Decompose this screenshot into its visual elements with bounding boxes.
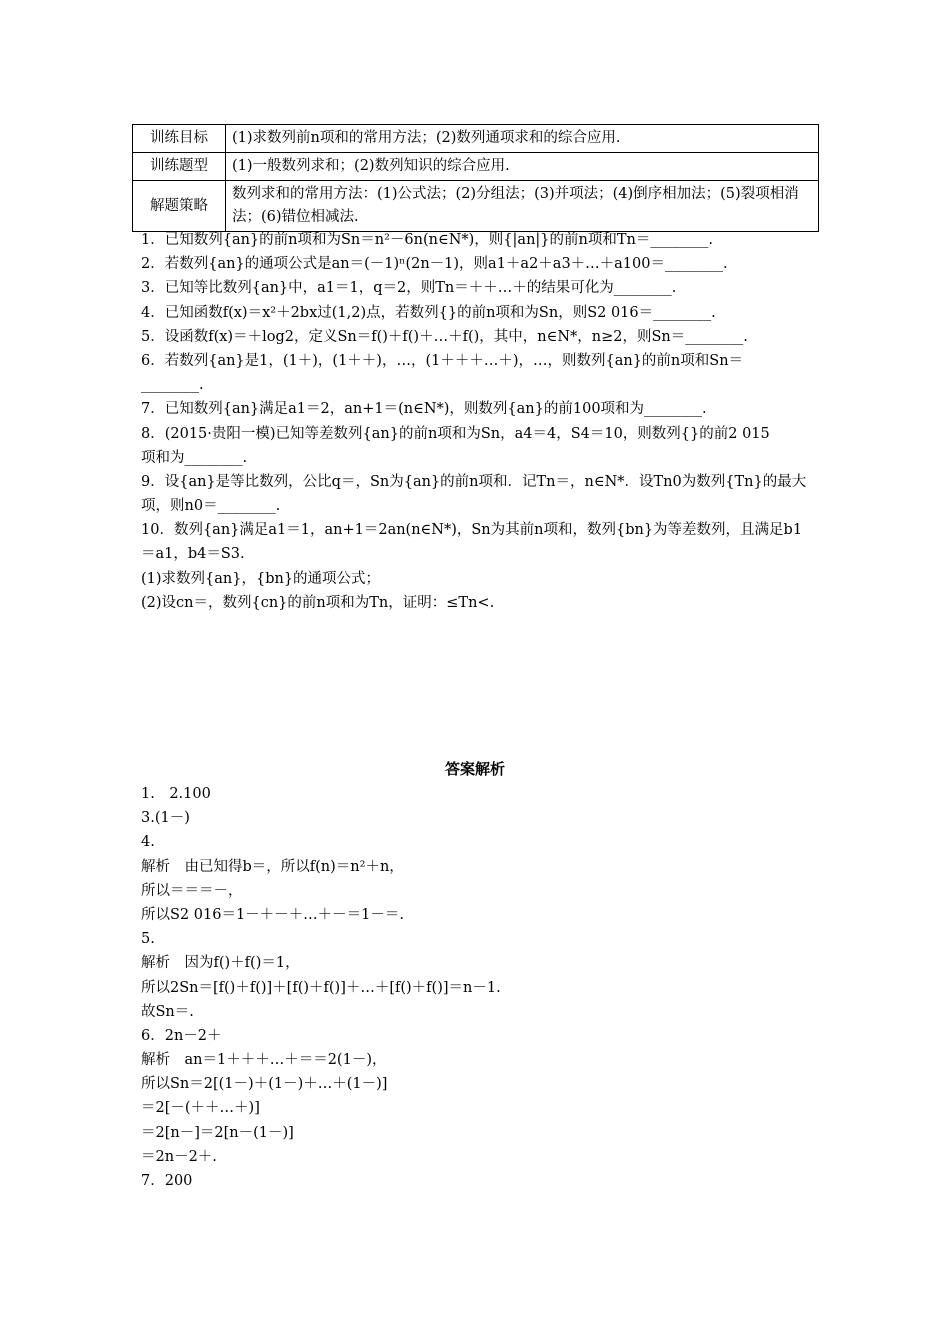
question-line: 4．已知函数f(x)＝x²＋2bx过(1,2)点，若数列{}的前n项和为Sn，则S2 016＝________.: [141, 304, 716, 321]
answer-line: 4.: [141, 834, 155, 851]
table-label-goal: 训练目标: [133, 125, 226, 153]
table-label-type: 训练题型: [133, 153, 226, 181]
answer-line: 6．2n－2＋: [141, 1027, 222, 1044]
question-line: 项和为________.: [141, 449, 248, 466]
question-line: 2．若数列{an}的通项公式是an＝(－1)ⁿ(2n－1)，则a1＋a2＋a3＋…＋a100＝________.: [141, 256, 728, 273]
table-row: [133, 125, 819, 153]
answer-line: 3.(1－): [141, 810, 190, 827]
answer-list: [141, 782, 821, 1193]
answer-line: 解析 an＝1＋＋＋…＋＝＝2(1－)，: [141, 1052, 387, 1069]
question-line: 8．(2015·贵阳一模)已知等差数列{an}的前n项和为Sn，a4＝4，S4＝10，则数列{}的前2 015: [141, 425, 770, 442]
question-line: ＝a1，b4＝S3.: [141, 546, 245, 563]
table-row: [133, 181, 819, 232]
answer-line: 7．200: [141, 1173, 193, 1189]
answer-line: 所以S2 016＝1－＋－＋…＋－＝1－＝.: [141, 906, 405, 923]
question-list: [141, 228, 821, 615]
answer-line: 解析 由已知得b＝，所以f(n)＝n²＋n，: [141, 858, 404, 875]
question-line: 10．数列{an}满足a1＝1，an+1＝2an(n∈N*)，Sn为其前n项和，数列{bn}为等差数列，且满足b1: [141, 522, 803, 539]
training-info-table: [132, 124, 819, 232]
answer-section-title: 答案解析: [444, 760, 505, 778]
question-line: ________.: [141, 377, 204, 394]
answer-line: ＝2[n－]＝2[n－(1－)]: [141, 1124, 294, 1141]
question-line: 3．已知等比数列{an}中，a1＝1，q＝2，则Tn＝＋＋…＋的结果可化为________.: [141, 280, 677, 297]
answer-line: 1. 2.100: [141, 786, 211, 802]
question-line: 项，则n0＝________.: [141, 498, 281, 515]
answer-line: 所以Sn＝2[(1－)＋(1－)＋…＋(1－)]: [141, 1076, 388, 1093]
answer-line: 所以2Sn＝[f()＋f()]＋[f()＋f()]＋…＋[f()＋f()]＝n－1.: [141, 979, 501, 996]
table-label-strategy: 解题策略: [133, 181, 226, 232]
answer-line: 所以＝＝＝－，: [141, 882, 243, 899]
answer-line: ＝2n－2＋.: [141, 1148, 217, 1165]
question-line: (2)设cn＝，数列{cn}的前n项和为Tn，证明：≤Tn<.: [141, 594, 495, 611]
answer-line: 5.: [141, 931, 155, 948]
table-content-goal: (1)求数列前n项和的常用方法；(2)数列通项求和的综合应用.: [226, 125, 819, 153]
answer-line: 故Sn＝.: [141, 1003, 194, 1020]
table-content-type: (1)一般数列求和；(2)数列知识的综合应用.: [226, 153, 819, 181]
question-line: 9．设{an}是等比数列，公比q＝，Sn为{an}的前n项和．记Tn＝，n∈N*．设Tn0为数列{Tn}的最大: [141, 473, 807, 490]
question-line: 1．已知数列{an}的前n项和为Sn＝n²－6n(n∈N*)，则{|an|}的前n项和Tn＝________.: [141, 232, 713, 248]
answer-line: 解析 因为f()＋f()＝1，: [141, 955, 300, 972]
question-line: 7．已知数列{an}满足a1＝2，an+1＝(n∈N*)，则数列{an}的前100项和为________.: [141, 401, 707, 418]
question-line: 6．若数列{an}是1，(1＋)，(1＋＋)，…，(1＋＋＋…＋)，…，则数列{an}的前n项和Sn＝: [141, 352, 744, 369]
table-content-strategy: 数列求和的常用方法：(1)公式法；(2)分组法；(3)并项法；(4)倒序相加法；(5)裂项相消法；(6)错位相减法.: [226, 181, 819, 232]
table-row: [133, 153, 819, 181]
question-line: 5．设函数f(x)＝＋log2，定义Sn＝f()＋f()＋…＋f()，其中，n∈N*，n≥2，则Sn＝________.: [141, 328, 748, 345]
question-line: (1)求数列{an}，{bn}的通项公式；: [141, 570, 381, 587]
answer-line: ＝2[－(＋＋…＋)]: [141, 1100, 260, 1117]
